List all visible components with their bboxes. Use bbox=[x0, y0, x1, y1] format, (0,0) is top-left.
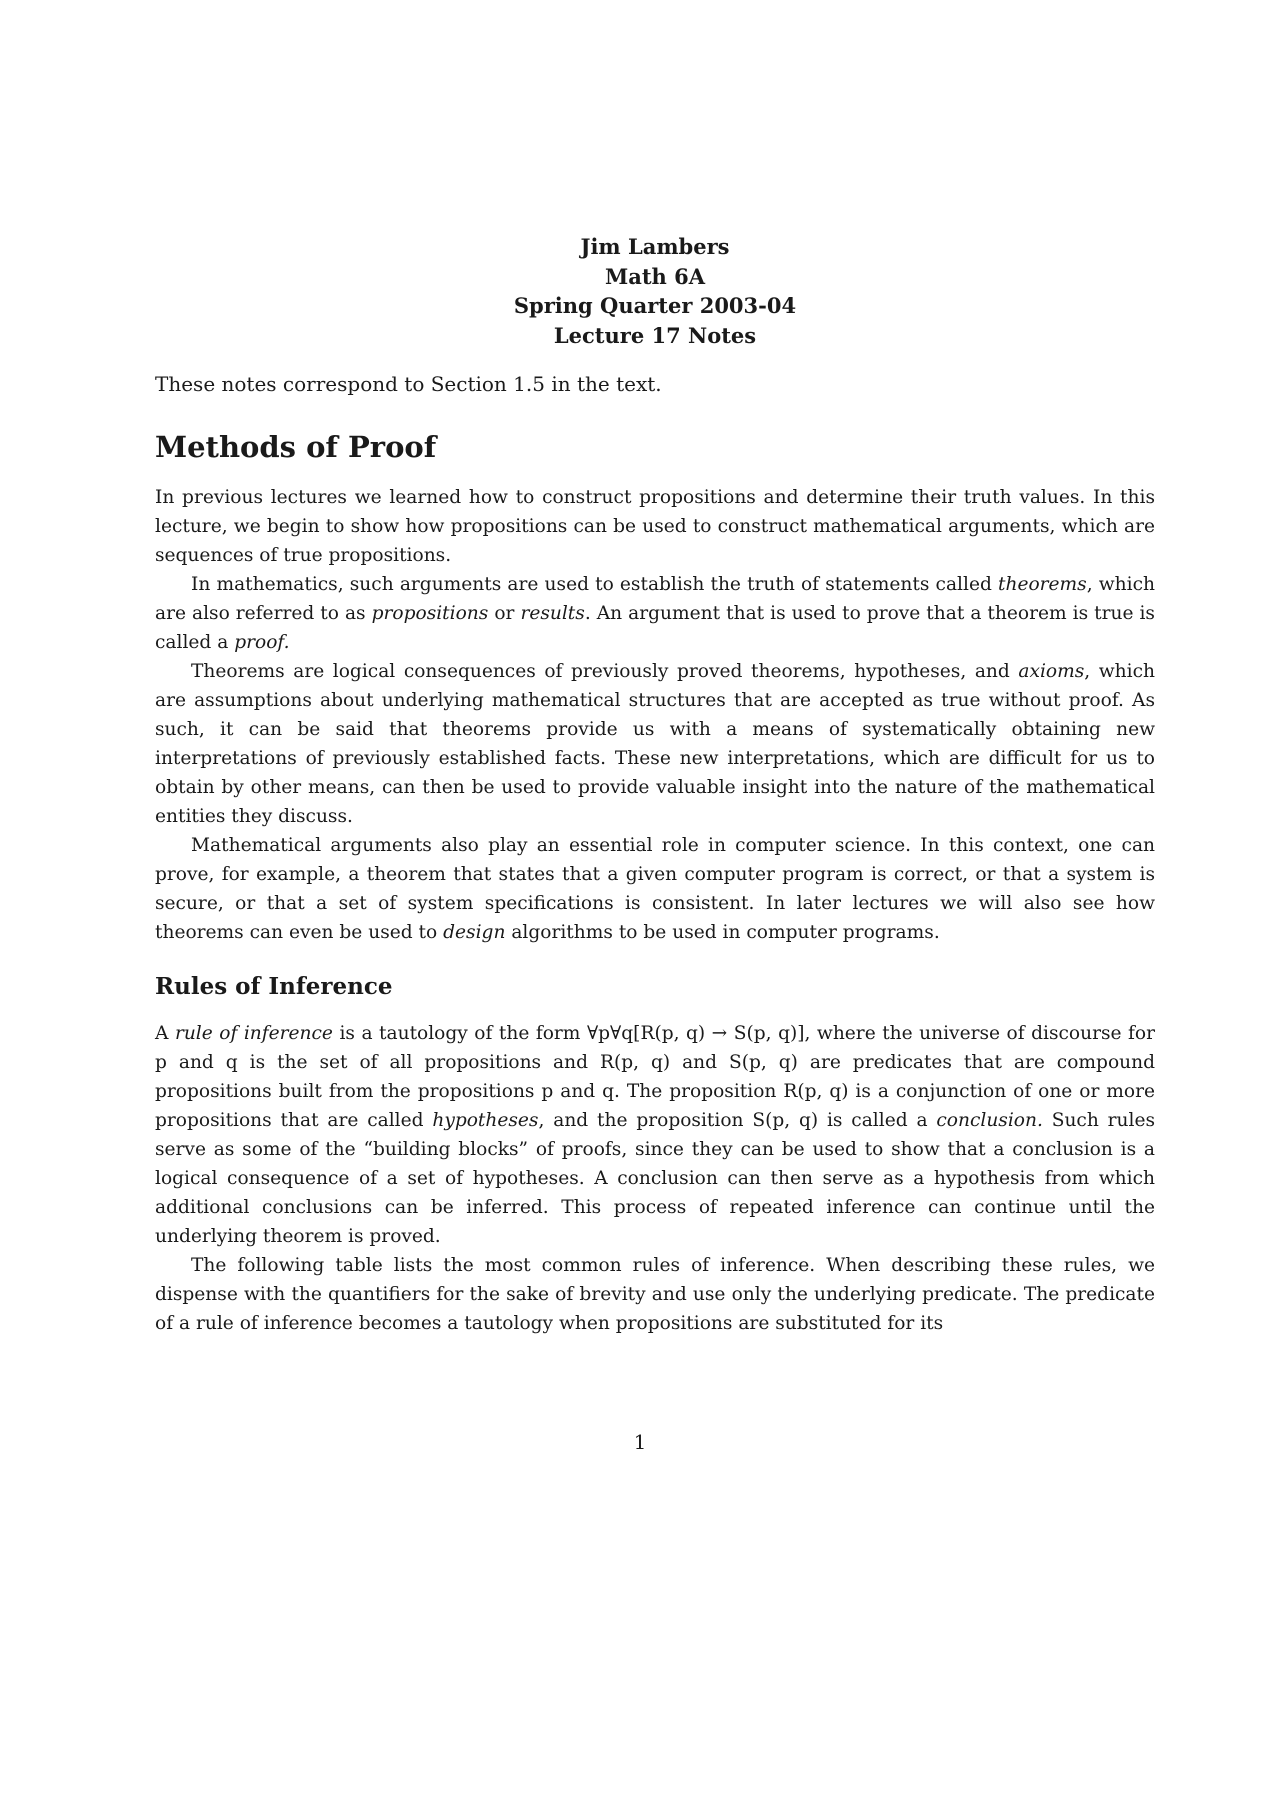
subsection-body bbox=[155, 1019, 1155, 1338]
document-page bbox=[155, 232, 1155, 1338]
term-theorems: theorems bbox=[998, 574, 1087, 595]
course-name: Math 6A bbox=[604, 263, 706, 289]
paragraph: In previous lectures we learned how to construct propositions and determine their truth values. In this lecture, we begin to show how propositions can be used to construct mathematical arguments, which are sequences of true propositions. bbox=[155, 487, 1155, 566]
paragraph: In mathematics, such arguments are used to establish the truth of statements called theorems, which are also referred to as propositions or results. An argument that is used to prove that a theorem is true is called a proof. bbox=[155, 574, 1155, 653]
paragraph: The following table lists the most common rules of inference. When describing these rules, we dispense with the quantifiers for the sake of brevity and use only the underlying predicate. The predicate of a rule of inference becomes a tautology when propositions are substituted for its bbox=[155, 1255, 1155, 1334]
term-propositions: propositions bbox=[371, 603, 489, 624]
document-header bbox=[155, 232, 1155, 350]
section-body bbox=[155, 483, 1155, 947]
section-title: Methods of Proof bbox=[155, 430, 437, 464]
term-design: design bbox=[443, 922, 506, 943]
term-results: results bbox=[520, 603, 585, 624]
term: Spring Quarter 2003-04 bbox=[513, 293, 797, 318]
term-hypotheses: hypotheses bbox=[432, 1110, 539, 1131]
intro-text: These notes correspond to Section 1.5 in the text. bbox=[155, 372, 662, 396]
term-rule-of-inference: rule of inference bbox=[174, 1023, 333, 1044]
author-name: Jim Lambers bbox=[580, 234, 730, 259]
paragraph: A rule of inference is a tautology of the form ∀p∀q[R(p, q) → S(p, q)], where the universe of discourse for p and q is the set of all propositions and R(p, q) and S(p, q) are predicates that are compound propositions built from the propositions p and q. The proposition R(p, q) is a conjunction of one or more propositions that are called hypotheses, and the proposition S(p, q) is called a conclusion. Such rules serve as some of the “building blocks” of proofs, since they can be used to show that a conclusion is a logical consequence of a set of hypotheses. A conclusion can then serve as a hypothesis from which additional conclusions can be inferred. This process of repeated inference can continue until the underlying theorem is proved. bbox=[155, 1023, 1156, 1247]
page-number: 1 bbox=[633, 1430, 647, 1454]
term-proof: proof. bbox=[234, 632, 290, 653]
paragraph: Theorems are logical consequences of previously proved theorems, hypotheses, and axioms, which are assumptions about underlying mathematical structures that are accepted as true without proof. As such, it can be said that theorems provide us with a means of systematically obtaining new interpretations of previously established facts. These new interpretations, which are difficult for us to obtain by other means, can then be used to provide valuable insight into the nature of the mathematical entities they discuss. bbox=[155, 661, 1155, 827]
term-axioms: axioms bbox=[1018, 661, 1085, 682]
paragraph: Mathematical arguments also play an essential role in computer science. In this context, one can prove, for example, a theorem that states that a given computer program is correct, or that a system is secure, or that a set of system specifications is consistent. In later lectures we will also see how theorems can even be used to design algorithms to be used in computer programs. bbox=[155, 835, 1155, 943]
term-conclusion: conclusion. bbox=[936, 1110, 1043, 1131]
lecture-title: Lecture 17 Notes bbox=[553, 322, 757, 348]
subsection-title: Rules of Inference bbox=[155, 973, 393, 1000]
